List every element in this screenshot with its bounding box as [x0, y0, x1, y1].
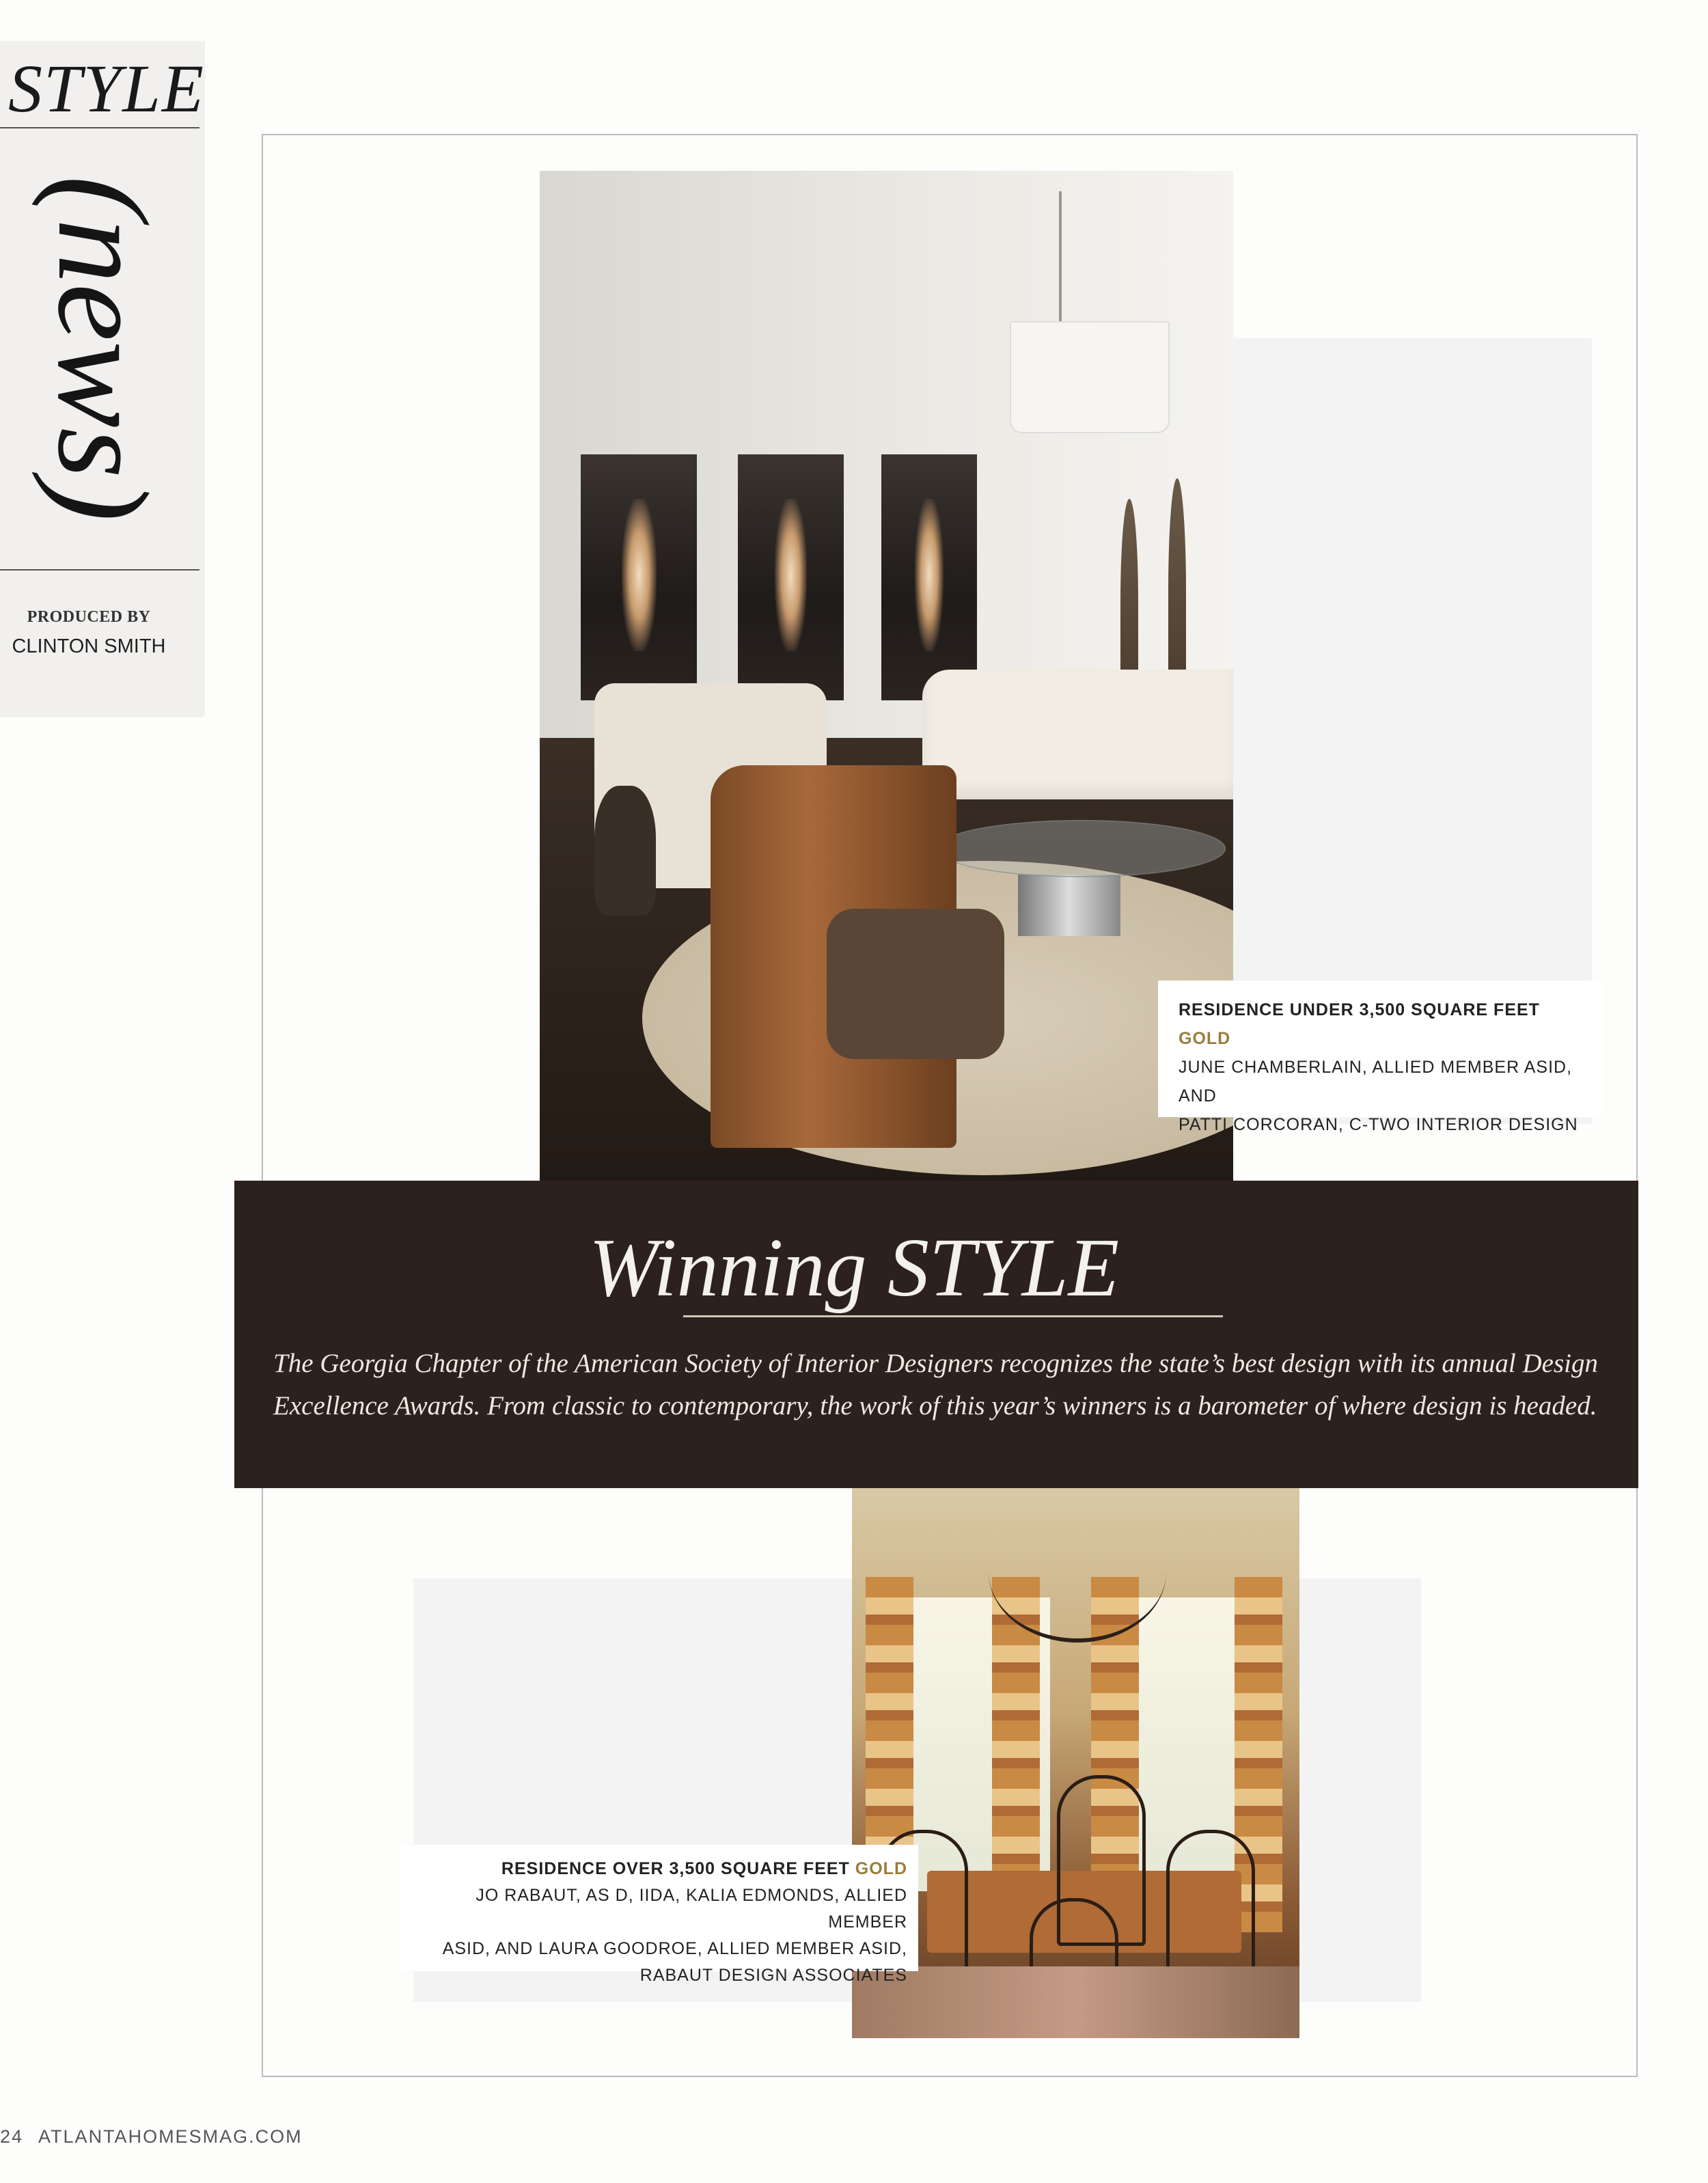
caption-residence-over	[399, 1845, 918, 1985]
feature-title: Winning STYLE	[588, 1222, 1120, 1314]
title-underline	[683, 1315, 1223, 1317]
page-number: 24	[0, 2126, 24, 2147]
pendant-lamp	[1010, 321, 1170, 433]
site-url: ATLANTAHOMESMAG.COM	[38, 2126, 303, 2147]
caption-line: JO RABAUT, AS D, IIDA, KALIA EDMONDS, ALLIED MEMBER	[476, 1886, 907, 1932]
produced-by-label: PRODUCED BY	[27, 608, 151, 626]
caption-residence-under	[1158, 980, 1602, 1134]
artwork	[881, 454, 977, 700]
section-sublabel: (news)	[31, 175, 174, 522]
artwork	[738, 454, 844, 700]
caption-line: ASID, AND LAURA GOODROE, ALLIED MEMBER ASID,	[442, 1939, 907, 1958]
caption-line: RABAUT DESIGN ASSOCIATES	[639, 1966, 907, 1985]
sofa	[922, 670, 1233, 799]
dining-room-photo	[852, 1488, 1299, 2038]
award-badge: GOLD	[1179, 1029, 1231, 1048]
caption-line: JUNE CHAMBERLAIN, ALLIED MEMBER ASID, AND	[1179, 1058, 1573, 1106]
award-badge: GOLD	[855, 1859, 907, 1878]
caption-category: RESIDENCE OVER 3,500 SQUARE FEET	[501, 1859, 850, 1878]
producer-name: CLINTON SMITH	[12, 635, 166, 657]
rug	[852, 1966, 1299, 2038]
feature-intro: The Georgia Chapter of the American Society of Interior Designers recognizes the state’s best design with its annual Design Excellence Awards. From classic to contemporary, the work of this year’s winners is a barometer of where design is headed.	[273, 1349, 1598, 1420]
caption-category: RESIDENCE UNDER 3,500 SQUARE FEET	[1179, 1000, 1540, 1019]
coffee-table	[936, 820, 1226, 877]
section-divider-top	[0, 127, 199, 128]
section-divider-bottom	[0, 569, 199, 571]
caption-line: PATTI CORCORAN, C-TWO INTERIOR DESIGN	[1179, 1115, 1578, 1134]
artwork	[581, 454, 697, 700]
living-room-photo	[540, 171, 1233, 1182]
chandelier	[989, 1502, 1166, 1643]
page-footer	[0, 2126, 547, 2147]
section-label: STYLE	[8, 51, 205, 126]
